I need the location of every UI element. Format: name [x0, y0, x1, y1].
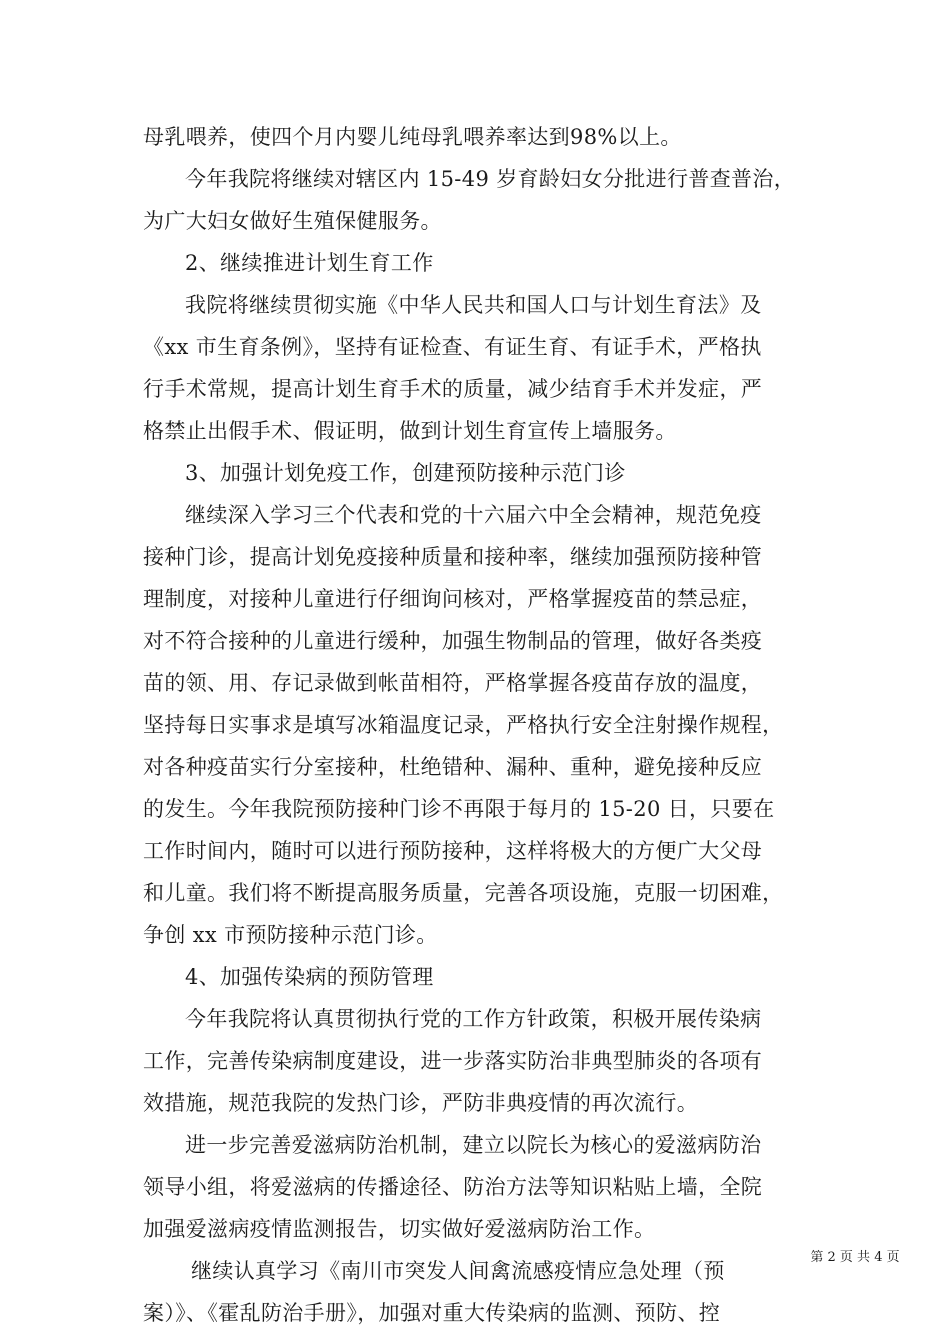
text-line: 我院将继续贯彻实施《中华人民共和国人口与计划生育法》及 [185, 293, 762, 317]
paragraph [143, 158, 833, 242]
paragraph [143, 284, 833, 452]
text-line: 接种门诊，提高计划免疫接种质量和接种率，继续加强预防接种管 [143, 545, 763, 569]
text-line: 的发生。今年我院预防接种门诊不再限于每月的 15-20 日，只要在 [143, 797, 775, 821]
section-heading [143, 452, 833, 494]
text-line: 今年我院将继续对辖区内 15-49 岁育龄妇女分批进行普查普治， [185, 167, 796, 191]
text-line: 争创 xx 市预防接种示范门诊。 [143, 923, 438, 947]
text-line: 坚持每日实事求是填写冰箱温度记录，严格执行安全注射操作规程， [143, 713, 784, 737]
text-line: 《xx 市生育条例》，坚持有证检查、有证生育、有证手术，严格执 [143, 335, 762, 359]
text-line: 为广大妇女做好生殖保健服务。 [143, 209, 442, 233]
text-line: 案）》、《霍乱防治手册》，加强对重大传染病的监测、预防、控 [143, 1301, 721, 1325]
text-line: 进一步完善爱滋病防治机制，建立以院长为核心的爱滋病防治 [185, 1133, 762, 1157]
text-line: 工作时间内，随时可以进行预防接种，这样将极大的方便广大父母 [143, 839, 763, 863]
section-heading [143, 956, 833, 998]
text-line: 对各种疫苗实行分室接种，杜绝错种、漏种、重种，避免接种反应 [143, 755, 763, 779]
text-line: 格禁止出假手术、假证明，做到计划生育宣传上墙服务。 [143, 419, 677, 443]
text-line: 效措施，规范我院的发热门诊，严防非典疫情的再次流行。 [143, 1091, 699, 1115]
paragraph [143, 494, 833, 956]
text-line: 今年我院将认真贯彻执行党的工作方针政策，积极开展传染病 [185, 1007, 762, 1031]
text-line: 工作，完善传染病制度建设，进一步落实防治非典型肺炎的各项有 [143, 1049, 763, 1073]
text-line: 2、继续推进计划生育工作 [185, 251, 434, 275]
paragraph [143, 1124, 833, 1250]
paragraph [143, 998, 833, 1124]
text-line: 领导小组，将爱滋病的传播途径、防治方法等知识粘贴上墙，全院 [143, 1175, 763, 1199]
text-line: 行手术常规，提高计划生育手术的质量，减少结育手术并发症，严 [143, 377, 763, 401]
page-number-footer: 第 2 页 共 4 页 [810, 1250, 900, 1265]
document-body [143, 116, 833, 1334]
text-line: 4、加强传染病的预防管理 [185, 965, 434, 989]
text-line: 3、加强计划免疫工作，创建预防接种示范门诊 [185, 461, 626, 485]
text-line: 继续认真学习《南川市突发人间禽流感疫情应急处理（预 [191, 1259, 725, 1283]
text-line: 和儿童。我们将不断提高服务质量，完善各项设施，克服一切困难， [143, 881, 784, 905]
text-line: 母乳喂养，使四个月内婴儿纯母乳喂养率达到98%以上。 [143, 125, 682, 149]
text-line: 对不符合接种的儿童进行缓种，加强生物制品的管理，做好各类疫 [143, 629, 763, 653]
paragraph [143, 116, 833, 158]
text-line: 苗的领、用、存记录做到帐苗相符，严格掌握各疫苗存放的温度， [143, 671, 763, 695]
text-line: 加强爱滋病疫情监测报告，切实做好爱滋病防治工作。 [143, 1217, 656, 1241]
section-heading [143, 242, 833, 284]
text-line: 继续深入学习三个代表和党的十六届六中全会精神，规范免疫 [185, 503, 762, 527]
text-line: 理制度，对接种儿童进行仔细询问核对，严格掌握疫苗的禁忌症， [143, 587, 763, 611]
